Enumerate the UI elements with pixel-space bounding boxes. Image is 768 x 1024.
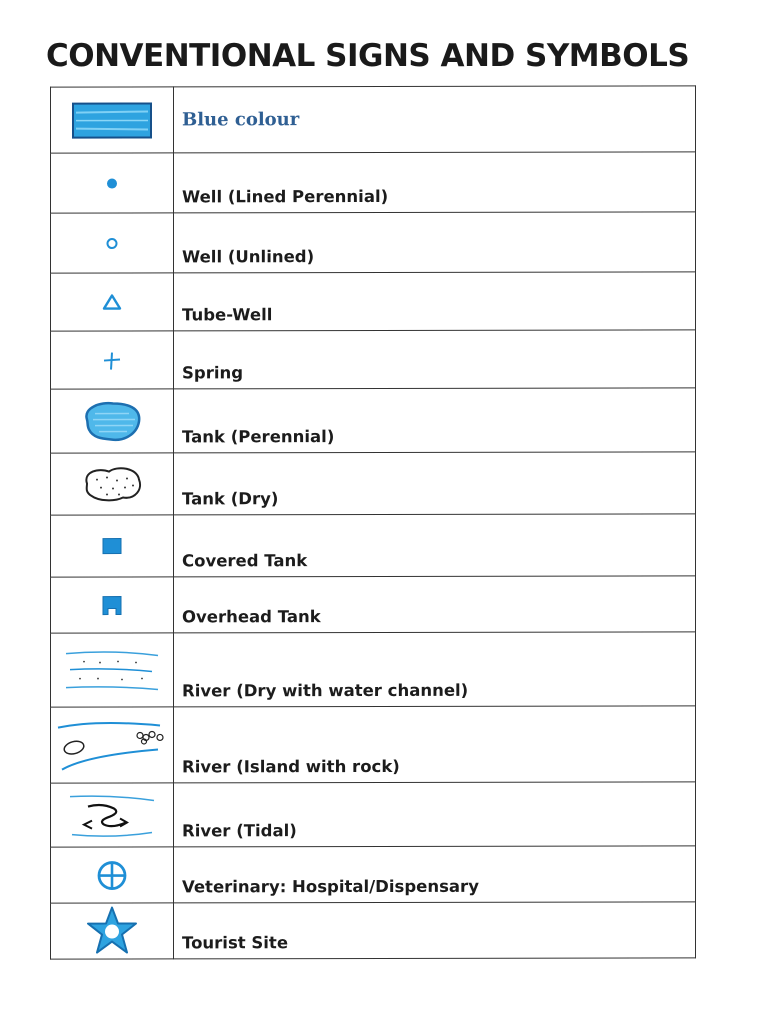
perennial-tank-blob-icon <box>79 397 145 445</box>
symbol-cell <box>51 633 174 707</box>
symbol-cell <box>51 515 174 577</box>
dry-tank-dotted-outline-icon <box>79 463 145 505</box>
symbol-cell <box>51 847 174 903</box>
table-row <box>51 330 696 389</box>
symbol-cell <box>51 273 174 331</box>
symbol-cell <box>51 783 174 847</box>
symbol-label: Spring <box>174 330 696 389</box>
open-circle-icon <box>102 233 122 253</box>
triangle-icon <box>100 291 124 313</box>
symbol-label: River (Dry with water channel) <box>174 632 696 707</box>
symbol-cell <box>51 153 174 213</box>
river-island-rock-icon <box>56 715 168 775</box>
symbol-label: Well (Unlined) <box>174 212 696 273</box>
circled-cross-icon <box>94 857 130 893</box>
table-row <box>51 846 696 903</box>
dry-river-channel-icon <box>62 645 162 695</box>
symbol-label: River (Island with rock) <box>174 706 696 783</box>
symbol-label: River (Tidal) <box>174 782 696 847</box>
symbol-label: Tourist Site <box>174 902 696 959</box>
symbol-cell <box>51 577 174 633</box>
table-row <box>51 632 696 707</box>
plus-cross-icon <box>100 348 124 372</box>
symbol-cell <box>51 331 174 389</box>
table-row <box>51 86 696 153</box>
table-row <box>51 212 696 273</box>
star-icon <box>84 904 140 958</box>
symbol-label: Tank (Dry) <box>174 452 696 515</box>
tidal-river-icon <box>62 788 162 842</box>
blue-colour-swatch-icon <box>70 100 154 140</box>
symbol-label: Tank (Perennial) <box>174 388 696 453</box>
table-row <box>51 388 696 453</box>
symbol-label: Overhead Tank <box>174 576 696 633</box>
symbol-label: Well (Lined Perennial) <box>174 152 696 213</box>
table-row <box>51 576 696 633</box>
symbol-cell <box>51 87 174 153</box>
symbol-label: Veterinary: Hospital/Dispensary <box>174 846 696 903</box>
table-row <box>51 782 696 847</box>
table-row <box>51 706 696 783</box>
table-row <box>51 152 696 213</box>
overhead-tank-icon <box>99 592 125 618</box>
table-row <box>51 452 696 515</box>
symbols-table <box>50 85 696 959</box>
symbol-label: Covered Tank <box>174 514 696 577</box>
page-title: CONVENTIONAL SIGNS AND SYMBOLS <box>46 38 690 74</box>
symbol-cell <box>51 707 174 783</box>
symbol-cell <box>51 389 174 453</box>
filled-dot-icon <box>102 173 122 193</box>
symbol-label: Tube-Well <box>174 272 696 331</box>
symbol-cell <box>51 213 174 273</box>
covered-tank-square-icon <box>99 535 125 557</box>
table-row <box>51 902 696 959</box>
table-row <box>51 272 696 331</box>
symbol-label: Blue colour <box>174 86 696 153</box>
symbol-cell <box>51 903 174 959</box>
table-row <box>51 514 696 577</box>
symbol-cell <box>51 453 174 515</box>
